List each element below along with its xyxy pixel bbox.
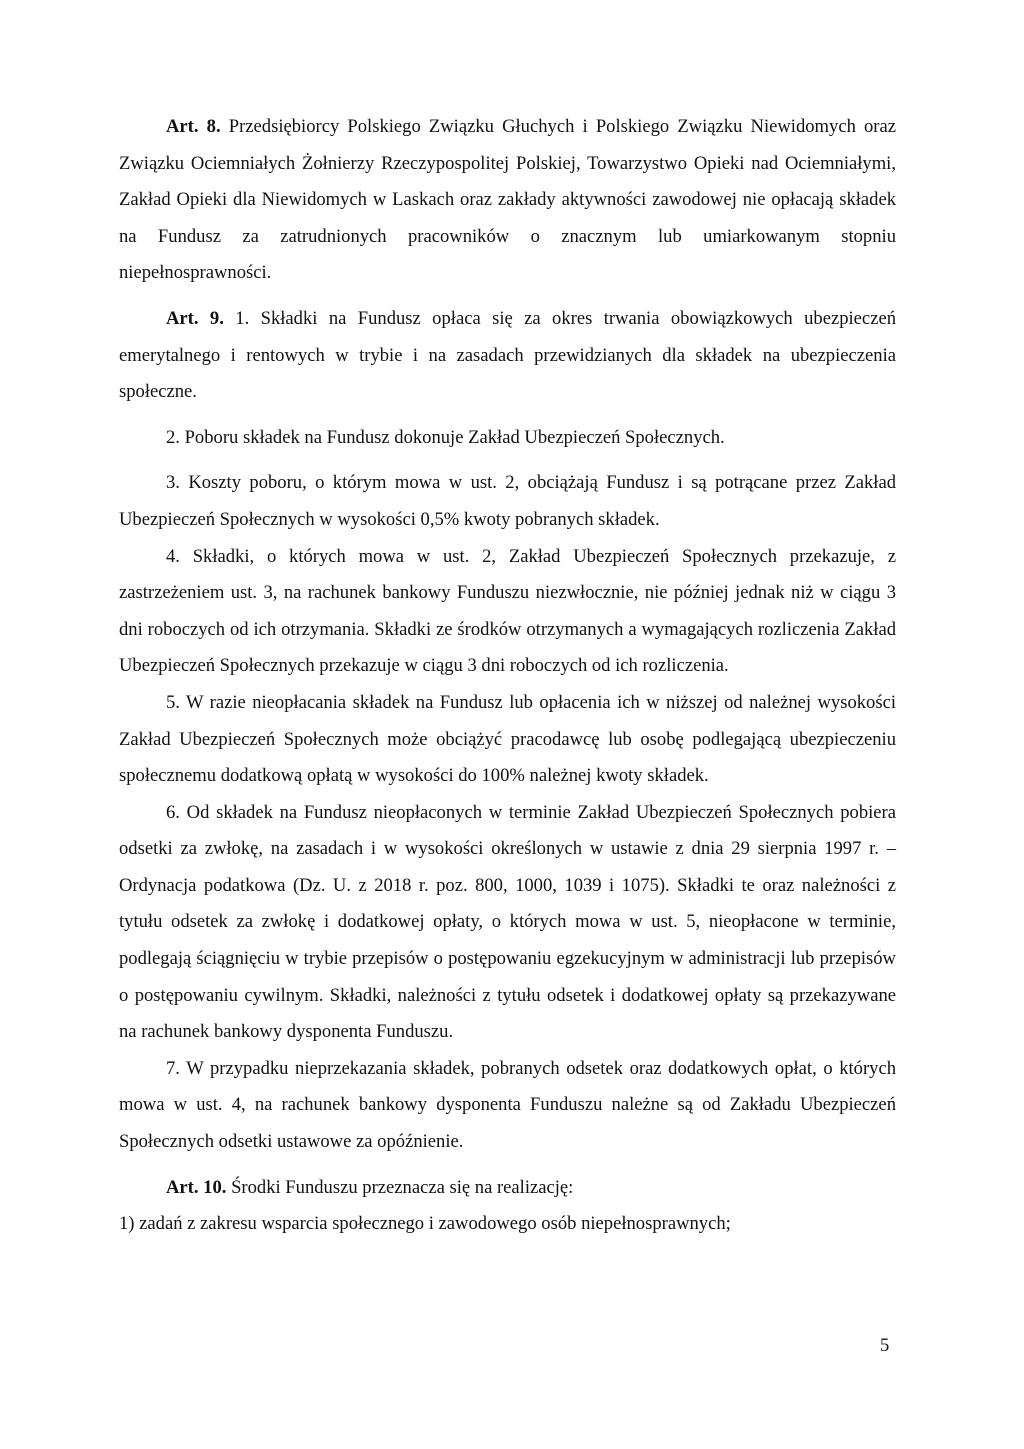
art9-paragraph-3: 3. Koszty poboru, o którym mowa w ust. 2, obciążają Fundusz i są potrącane przez Zakład Ubezpieczeń Społecznych w wysokości 0,5% kwoty pobranych składek. [119,472,896,530]
art8-label: Art. 8. [166,116,221,137]
document-page [119,109,896,1243]
art9-paragraph-1 [119,301,896,411]
art9-paragraph-5: 5. W razie nieopłacania składek na Fundusz lub opłacenia ich w niższej od należnej wysokości Zakład Ubezpieczeń Społecznych może obciążyć pracodawcę lub osobę podlegającą ubezpieczeniu społecznemu dodatkową opłatą w wysokości do 100% należnej kwoty składek. [119,691,896,787]
art9-paragraph-2: 2. Poboru składek na Fundusz dokonuje Zakład Ubezpieczeń Społecznych. [166,426,725,448]
art9-paragraph-6: 6. Od składek na Fundusz nieopłaconych w terminie Zakład Ubezpieczeń Społecznych pobiera odsetki za zwłokę, na zasadach i w wysokości określonych w ustawie z dnia 29 sierpnia 1997 r. – Ordynacja podatkowa (Dz. U. z 2018 r. poz. 800, 1000, 1039 i 1075). Składki te oraz należności z tytułu odsetek za zwłokę i dodatkowej opłaty, o których mowa w ust. 5, nieopłacone w terminie, podlegają ściągnięciu w trybie przepisów o postępowaniu egzekucyjnym w administracji lub przepisów o postępowaniu cywilnym. Składki, należności z tytułu odsetek i dodatkowej opłaty są przekazywane na rachunek bankowy dysponenta Funduszu. [119,801,896,1043]
art8-text: Przedsiębiorcy Polskiego Związku Głuchych i Polskiego Związku Niewidomych oraz Związku Ociemniałych Żołnierzy Rzeczypospolitej Polskiej, Towarzystwo Opieki nad Ociemniałymi, Zakład Opieki dla Niewidomych w Laskach oraz zakłady aktywności zawodowej nie opłacają składek na Fundusz za zatrudnionych pracowników o znacznym lub umiarkowanym stopniu niepełnosprawności. [119,116,897,284]
page-number: 5 [880,1335,890,1356]
art8-paragraph [119,109,896,292]
art10-item-1: 1) zadań z zakresu wsparcia społecznego i zawodowego osób niepełnosprawnych; [119,1213,731,1235]
art10-label: Art. 10. [166,1176,227,1198]
art9-paragraph-4: 4. Składki, o których mowa w ust. 2, Zakład Ubezpieczeń Społecznych przekazuje, z zastrzeżeniem ust. 3, na rachunek bankowy Funduszu niezwłocznie, nie później jednak niż w ciągu 3 dni roboczych od ich otrzymania. Składki ze środków otrzymanych a wymagających rozliczenia Zakład Ubezpieczeń Społecznych przekazuje w ciągu 3 dni roboczych od ich rozliczenia. [119,545,896,677]
art9-label: Art. 9. [166,307,224,329]
art9-paragraph-7: 7. W przypadku nieprzekazania składek, pobranych odsetek oraz dodatkowych opłat, o których mowa w ust. 4, na rachunek bankowy dysponenta Funduszu należne są od Zakładu Ubezpieczeń Społecznych odsetki ustawowe za opóźnienie. [119,1057,896,1153]
art10-intro-text: Środki Funduszu przeznacza się na realizację: [226,1176,574,1198]
art10-paragraph [119,1170,896,1207]
art9-p1-text: 1. Składki na Fundusz opłaca się za okres trwania obowiązkowych ubezpieczeń emerytalnego i rentowych w trybie i na zasadach przewidzianych dla składek na ubezpieczenia społeczne. [119,307,896,403]
